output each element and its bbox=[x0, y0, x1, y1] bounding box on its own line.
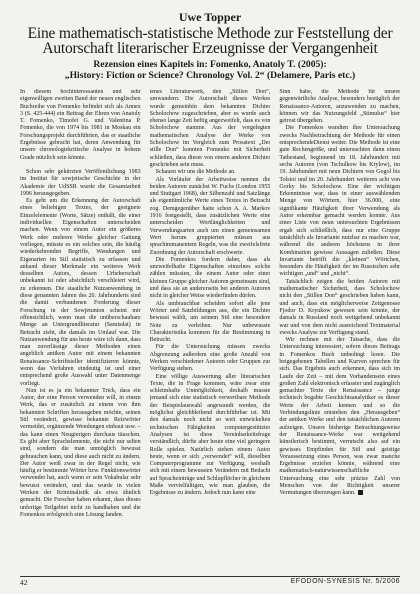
paragraph: tenes Literaturwerk, den „Stillen Don“, umwandern. Die Autorschaft dieses Werkes wurde gemeinhin dem bekannten Dichter Scholochow zugeschrieben, aber es wurde auch ebenso lange Zeit heftig angezweifelt, dass es von Scholochow stamme. Aus der vorgelegten mathematischen Analyse der Werke von Scholochow im Vergleich zum Prosatext „Der stille Don“ konnten Fomenko mit Sicherheit schließen, dass dieser von einem anderen Dichter geschrieben sein muss. bbox=[149, 89, 271, 168]
paragraph: Es geht um die Erkennung der Autorschaft eines beliebigen Textes, der geeignete Einzelelemente (Worte, Sätze) enthält, die einer individuellen Eigenschaften unterscheiden machen. Wenn von einem Autor ein größeres Werk oder mehrere Werke gleicher Gattung vorliegen, müsste es ein solches sein, die häufig wiederkehrenden Begriffe, Wendungen und Eigenarten im Stil statistisch zu erfassen und anhand dieser Merkmale ein weiteres Werk desselben Autors, dessen Urheberschaft unbekannt ist oder absichtlich verschleiert wird, zu erkennen. Die staatliche Nutzanwendung in diese genannten Jahren des 20. Jahrhunderts sind die damit verbundenen Forderung dieser Forschung in der Sowjetunion scheint mir offensichtlich, wenn man die unüberschaubare Menge an Untergrundliteratur (Samisdat) in Betracht zieht, die damals im Umlauf war. Die Nutzanwendung für uns heute wäre ich dann, dass man zuverlässige dieser Methoden einen angeblich antiken Autor mit einem bekannten Renaissance-Schriftsteller identifizieren könnte, wenn das Verfahren eindeutig ist und einer entsprechend große Auswahl unter Datenmenge vorliegt. bbox=[20, 198, 141, 387]
paragraph bbox=[279, 337, 400, 498]
article-subtitle bbox=[20, 59, 400, 81]
article-title: Eine mathematisch-statistische Methode zur Feststellung der Autorschaft literarischer Erzeugnisse der Vergangenheit bbox=[27, 25, 393, 57]
paragraph: Tatsächlich zeigen die beiden Autoren mit mathematischer Sicherheit, dass Scholochow nicht den „Stillen Don“ geschrieben haben kann, und auch, dass ein möglicherweise Zeitgenosse Fjodor D. Kryukow gewesen sein könnte, der damals in Russland noch weitgehend unbekannt war und von dem nicht ausreichend Textmaterial zwecks Analyse zur Verfügung stand. bbox=[279, 278, 400, 336]
page-footer bbox=[20, 576, 400, 587]
column-1 bbox=[20, 89, 141, 519]
paragraph: Schon sehr gekürzten Veröffentlichung 1983 im Institut für sowjetische Geschichte in der Akademie der UdSSR wurde die Gesamtarbeit 1996 herausgegeben. bbox=[20, 168, 141, 197]
paragraph: Sinn habe, die Methode für unsere gegenwärtliche Analyse, besonders bezüglich der Renaissance-Autoren, anzuwenden zu machen, können wir das Nutzungsfeld „Stimulus“ hier getrost übergehen. bbox=[279, 89, 400, 125]
subtitle-line: „History: Fiction or Science? Chronology Vol. 2“ (Delamere, Paris etc.) bbox=[64, 70, 356, 81]
paragraph: Eine völlige Auswertung aller literarischen Texte, die in Frage kommen, wäre zwar eine schleimhafte Unmöglichkeit, deshalb musste jemand sich eine statistisch verwertbare Methode der Beispielauswahl angewandt werden, die möglichst gleichbleibend durchführbar ist. Mit den damals noch nicht so weit entwickelten technischen Fähigkeiten computergestützter Analysen ist diese Vereinbarkeitsfrage verständlich, dürfte aber heute eine viel geringere Rolle spielen. Natürlich stehen einem Autor heute, wenn er sich „verwendet“ will, dieselben Computerprogramme zur Verfügung, weshalb sich mit einem bewussten Verändern mit Bedacht auf Spracheinträge und Schlupflöcher in gleichem Maße vervielfältigen, wie man glauben, die Ergebnisse zu ändern. Jedoch nun kann eine bbox=[149, 373, 271, 497]
subtitle-line: Rezension eines Kapitels in: Fomenko, Anatoly T. (2005): bbox=[93, 59, 327, 70]
page-number: 42 bbox=[20, 578, 28, 587]
paragraph: Als Vorläufer der Arbeitweise nennen die beiden Autoren zunächst W. Fuchs (London 1955 und Stuttgart 1968), der Silbenzahl und Satzlänge als eigentümliche Werte eines Textes in Betracht zog. Demgegenüber hatte schon A. A. Markov 1916 festgestellt, dass zusätzlichen Werte eine unterscheiden Wortlänglichkeiten und Verwendungsarten auch um einen gemeinsamen Wert herum gruppierten müssen aus sprachimmanentem Regeln, was die zweifelsfreie Zuordnung der Autorschaft erschwerte. bbox=[149, 176, 271, 256]
paragraph: In diesem hochinteressanten und sehr eigenwilligen zweiten Band der neuen englischen Buchreihe von Fomenko befindet sich als Annex 3 (S. 425-444) ein Beitrag der Ehren von Anatoly T. Fomenko, Timofei G. und Valentina P. Fomenko, die von 1974 bis 1981 in Moskau ein Forschungsprojekt durchführten, das er staatliche Ergebnisse gebracht hat, deren Anwendung für unsere chronologiekritische Analyse in hohem Grade nützlich sein könnte. bbox=[20, 89, 141, 161]
paragraph: Nun ist es ja ein bekannter Trick, dass ein Autor, der eine Person verwenden will, in einem Werk, das er zusätzlich zu einem von ihm bekannten Schriften herausgeben möchte, seinen Stil verändert, gewisse bekannte Reizwörter vermeidet, ergänzende Wendungen einbaut usw. – das kann einen Neugierigen durchaus täuschen. Es gibt aber Sprachelemente, die nicht nur selten sind, sondern die man unmöglich bewusst gebrauchen kann, und diese auch nicht zu ändern. Der Autor weiß zwar in der Regel nicht, wie häufig er bestimmte Wörter bzw. Funktionswörter verwendet hat, auch wenn er sein Vokabular sehr bewusst verändert, und das wurde in vielen Werken der Kriminalistik als etwa ähnlich gemacht. Die Forscher haben erkannt, dass dieses unfertige Teilgebiet nicht zu handhaben und die Fomenkos erfolgreich eine Lösung fanden. bbox=[20, 387, 141, 518]
paragraph: Schauen wir uns die Methode an. bbox=[155, 169, 236, 176]
paragraph: Die Fomenkos fordern daher, dass als unzweifelhafte Eigenschaften einzelnes solche zählen müssten, die einem Autor oder einer kleinen Gruppe gleicher Autoren gemeinsam sind, und dass sie an andererseits bei anderen Autoren nicht in gleicher Weise wiederfinden dürfen. bbox=[149, 256, 271, 300]
end-of-article-mark bbox=[358, 490, 363, 495]
paragraph-text: Wir rechnen mit der Tatsache, dass die Untersuchung interessiert, sofern dieses Beitrags in Fomenkos Buch unbedingt lesen. Die beigegebenen Tabellen und Kurven sprechen für sich. Das Ergebnis auch erkennen, dass sich im Laufe der Zeit – mit dem Vorhandensein eines großen Zahl elektronisch erfasster und zugänglich gemachter Texte der Renaissance – junge technisch begabte Geschichtsanalytiker es dieser Werte der Arbeit kennen und so die Verbindungslinie entstehen den „Herausgeben“ der antiken Werke und den tatsächlichen Autoren aufzeigen. Unsere bisherige Betrachtungsweise der Renaissance-Werke war weitgehend künstlerisch bestimmt, verrutscht also auf ein gewisses Empfinden für Stil und geistige Voraussetzung eines Person, was zwar manche Ergebnisse erzielen könnte, während eine mathematisch-naturwissenschaftliche Untersuchung eine sehr präzise Zahl von Menschen von der Richtigkeit unserer Vermutungen überzeugen kann. bbox=[279, 337, 400, 497]
journal-name: EFODON-SYNESIS Nr. 5/2006 bbox=[290, 578, 400, 585]
author-name: Uwe Topper bbox=[178, 10, 242, 24]
paragraph: Die Fomenkos wandten ihre Untersuchung zwecks Nachbetrachtung der Methode für einen entsprechendeDienst weiter. Die Methode ist eine gute Rechengröße, und untersuchten dann einen Tatbestand, beginnend im 18. Jahrhundert mit sechs Autoren (von Tschulkow bis Krylow), im 19. Jahrhundert mit neun Dichtern von Gogol bis Tolstoi und im 20. Jahrhundert weiteren acht von Gorky bis Scholochow. Eine der wichtigen Erkenntnisse war, dass in einer auswählenden Menge von Wörtern, hier 36.000, eine signifikante Häufigkeit ihrer Verwendung als Autor erkennbar gemacht werden konnte. Aus einer Liste von neun untersuchten Ergebnissen ergab sich schließlich, dass nur eine Gruppe tatsächlich als Invariante nutzbar zu machen war, während die anderen höchstens in ihrer Kombination gewisse Aussagen zuließen. Diese Invariante betrifft die „kleinen“ Wörtchen, besonders die Häufigkeit der im Russischen sehr wichtigen „und“ und „nicht“. bbox=[279, 125, 400, 278]
column-3 bbox=[279, 89, 400, 519]
paragraph: Für die Untersuchung müssen zwecks Abgrenzung außerdem eine große Anzahl von Werken verschiedener Autoren oder Gruppen zur Verfügung stehen. bbox=[149, 344, 271, 373]
paragraph: Als umbrauchbar scheiden sofort alle jene Wörter und Satzbildungen aus, die ein Dichter bewusst wählt, um seinem Stil eine besondere Note zu verleihen. Nur unbewusste Charakteristika kommen für die Bestimmung in Betracht. bbox=[149, 300, 271, 344]
column-2 bbox=[150, 89, 271, 519]
text-columns bbox=[20, 89, 400, 519]
